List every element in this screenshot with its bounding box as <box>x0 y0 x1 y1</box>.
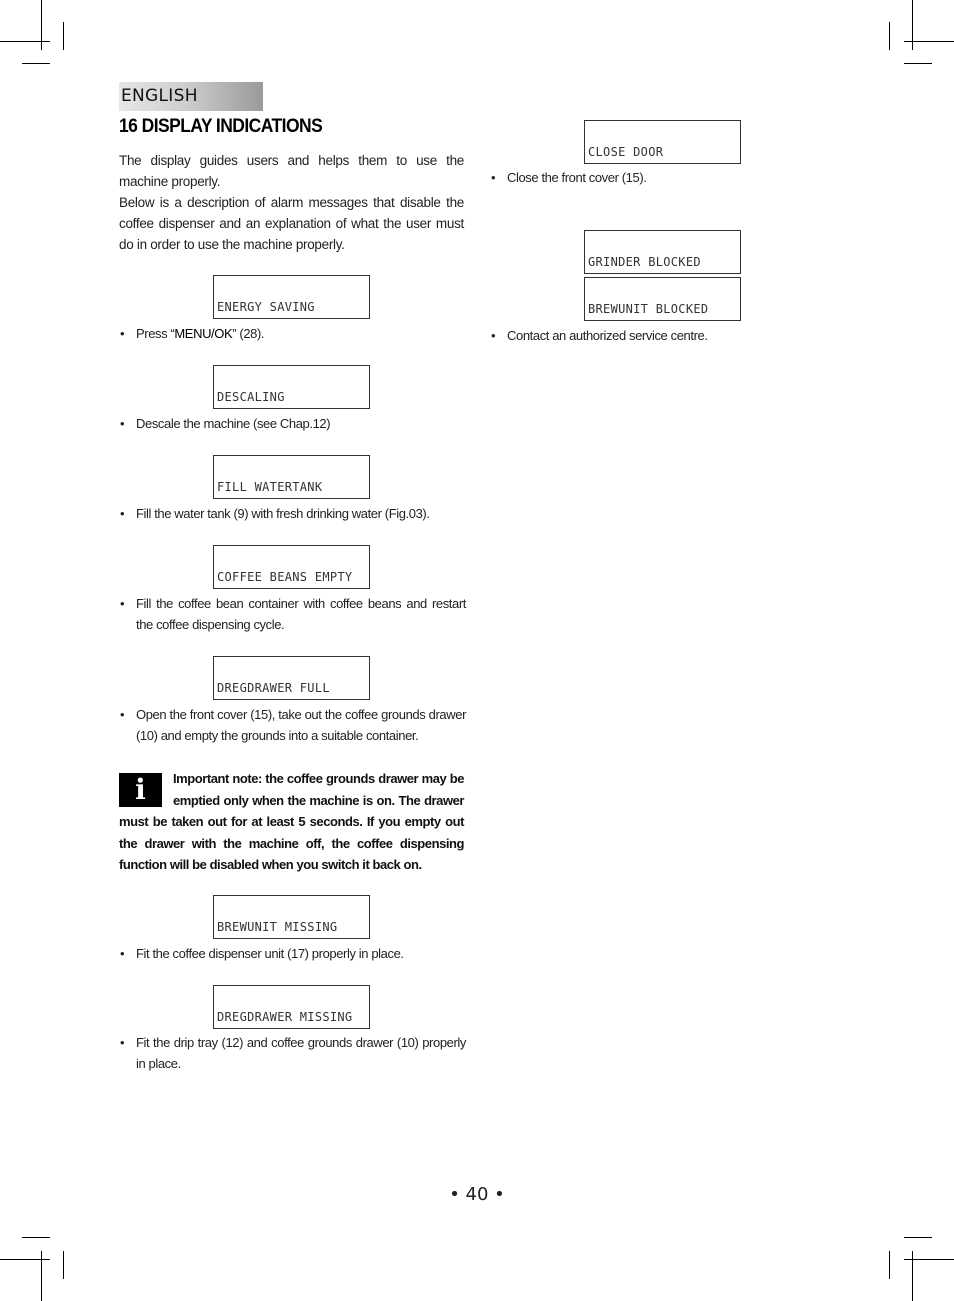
display-text: ENERGY SAVING <box>217 300 315 314</box>
crop-mark <box>904 1259 954 1260</box>
language-tab: ENGLISH <box>119 82 263 111</box>
display-box-coffee-beans-empty <box>213 545 370 589</box>
display-text: DESCALING <box>217 390 285 404</box>
bullet-dot: • <box>120 416 125 431</box>
bullet-dot: • <box>120 946 125 961</box>
display-box-close-door <box>584 120 741 164</box>
bullet-item <box>120 323 466 344</box>
bullet-dot: • <box>491 328 496 343</box>
bullet-text: Close the front cover (15). <box>507 170 647 185</box>
bullet-text: Descale the machine (see Chap.12) <box>136 416 331 431</box>
crop-mark <box>904 1237 932 1238</box>
bullet-item <box>120 1032 466 1074</box>
bullet-dot: • <box>120 326 125 341</box>
bullet-text: Contact an authorized service centre. <box>507 328 708 343</box>
display-text: BREWUNIT MISSING <box>217 920 338 934</box>
bullet-item <box>120 704 466 746</box>
crop-mark <box>889 1251 890 1279</box>
display-box-dregdrawer-full <box>213 656 370 700</box>
bullet-text: Fill the coffee bean container with coffee beans and restart the coffee dispensing cycle. <box>136 596 466 632</box>
bullet-text: Fit the coffee dispenser unit (17) properly in place. <box>136 946 404 961</box>
bullet-item <box>491 325 837 346</box>
info-icon: i <box>119 773 162 807</box>
crop-mark <box>0 41 50 42</box>
bullet-text: Fit the drip tray (12) and coffee grounds drawer (10) properly in place. <box>136 1035 466 1071</box>
page-number: • 40 • <box>449 1184 505 1205</box>
bullet-text: Press “ <box>136 326 175 341</box>
crop-mark <box>63 22 64 50</box>
bullet-dot: • <box>120 506 125 521</box>
crop-mark <box>889 22 890 50</box>
note-text: Important note: the coffee grounds drawer may be emptied only when the machine is on. The drawer must be taken out for at least 5 seconds. If you empty out the drawer with the machine off, the coffee dispensing function will be disabled when you switch it back on. <box>119 771 464 872</box>
crop-mark <box>22 63 50 64</box>
display-box-grinder-blocked <box>584 230 741 274</box>
bullet-item <box>120 593 466 635</box>
bullet-dot: • <box>120 596 125 611</box>
bullet-dot: • <box>120 1035 125 1050</box>
intro-paragraph: Below is a description of alarm messages that disable the coffee dispenser and an explanation of what the user must do in order to use the machine properly. <box>119 195 464 252</box>
bullet-item <box>120 503 466 524</box>
display-text: DREGDRAWER MISSING <box>217 1010 353 1024</box>
bullet-dot: • <box>120 707 125 722</box>
display-text: DREGDRAWER FULL <box>217 681 330 695</box>
display-text: FILL WATERTANK <box>217 480 323 494</box>
crop-mark <box>22 1237 50 1238</box>
display-box-fill-watertank <box>213 455 370 499</box>
bullet-text: Open the front cover (15), take out the coffee grounds drawer (10) and empty the grounds into a suitable container. <box>136 707 466 743</box>
display-box-dregdrawer-missing <box>213 985 370 1029</box>
crop-mark <box>904 41 954 42</box>
crop-mark <box>0 1259 50 1260</box>
display-box-energy-saving <box>213 275 370 319</box>
display-text: BREWUNIT BLOCKED <box>588 302 709 316</box>
crop-mark <box>41 0 42 50</box>
crop-mark <box>912 0 913 50</box>
display-text: GRINDER BLOCKED <box>588 255 701 269</box>
bullet-item <box>491 167 837 188</box>
display-box-descaling <box>213 365 370 409</box>
display-box-brewunit-missing <box>213 895 370 939</box>
key-label: MENU/OK <box>174 326 233 341</box>
intro-paragraph: The display guides users and helps them to use the machine properly. <box>119 153 464 189</box>
crop-mark <box>63 1251 64 1279</box>
bullet-item <box>120 943 466 964</box>
crop-mark <box>904 63 932 64</box>
section-title: 16 DISPLAY INDICATIONS <box>119 116 323 137</box>
display-text: CLOSE DOOR <box>588 145 664 159</box>
display-text: COFFEE BEANS EMPTY <box>217 570 353 584</box>
important-note <box>119 768 464 876</box>
bullet-text: Fill the water tank (9) with fresh drinking water (Fig.03). <box>136 506 430 521</box>
bullet-dot: • <box>491 170 496 185</box>
display-box-brewunit-blocked <box>584 277 741 321</box>
bullet-text: ” (28). <box>232 326 265 341</box>
bullet-item <box>120 413 466 434</box>
